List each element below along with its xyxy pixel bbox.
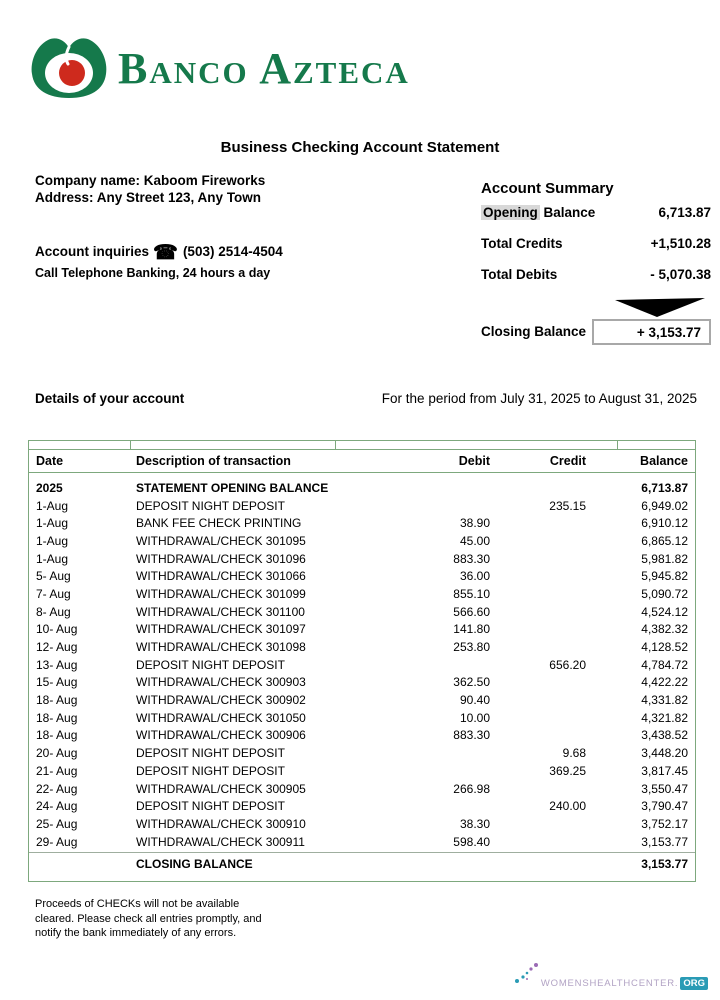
table-row bbox=[29, 744, 695, 762]
header-balance: Balance bbox=[640, 454, 688, 468]
footer-line: cleared. Please check all entries promptly, and bbox=[35, 912, 262, 925]
cell-balance: 3,752.17 bbox=[641, 816, 688, 831]
cell-date: 18- Aug bbox=[36, 728, 78, 743]
telephone-banking-note: Call Telephone Banking, 24 hours a day bbox=[35, 266, 271, 280]
opening-balance-label: Opening Balance bbox=[483, 205, 596, 220]
cell-balance: 3,790.47 bbox=[641, 799, 688, 814]
cell-description: DEPOSIT NIGHT DEPOSIT bbox=[136, 799, 285, 814]
cell-balance: 5,090.72 bbox=[641, 586, 688, 601]
total-credits-label: Total Credits bbox=[481, 236, 563, 251]
cell-date: 7- Aug bbox=[36, 586, 71, 601]
cell-debit: 141.80 bbox=[453, 622, 490, 637]
watermark-text: WOMENSHEALTHCENTER. bbox=[540, 978, 679, 989]
cell-debit: 38.90 bbox=[459, 516, 490, 531]
cell-credit: 235.15 bbox=[549, 498, 586, 513]
cell-description: WITHDRAWAL/CHECK 300903 bbox=[136, 675, 306, 690]
total-debits-value: - 5,070.38 bbox=[650, 267, 711, 282]
column-divider bbox=[617, 441, 618, 449]
bank-name: Banco Azteca bbox=[118, 44, 410, 93]
cell-credit: 9.68 bbox=[562, 746, 586, 761]
dots-swoosh-icon bbox=[514, 961, 540, 990]
cell-description: WITHDRAWAL/CHECK 301050 bbox=[136, 710, 306, 725]
cell-balance: 4,524.12 bbox=[641, 604, 688, 619]
table-row bbox=[29, 603, 695, 621]
table-row bbox=[29, 815, 695, 833]
summary-row-debits bbox=[481, 267, 711, 282]
cell-credit: 656.20 bbox=[549, 657, 586, 672]
cell-date: 1-Aug bbox=[36, 551, 69, 566]
cell-description: WITHDRAWAL/CHECK 301097 bbox=[136, 622, 306, 637]
cell-description: CLOSING BALANCE bbox=[136, 857, 253, 872]
cell-balance: 4,784.72 bbox=[641, 657, 688, 672]
cell-description: BANK FEE CHECK PRINTING bbox=[136, 516, 302, 531]
cell-balance: 4,422.22 bbox=[641, 675, 688, 690]
cell-debit: 45.00 bbox=[459, 533, 490, 548]
cell-description: WITHDRAWAL/CHECK 301099 bbox=[136, 586, 306, 601]
cell-date: 12- Aug bbox=[36, 640, 78, 655]
cell-balance: 3,153.77 bbox=[641, 834, 688, 849]
cell-description: DEPOSIT NIGHT DEPOSIT bbox=[136, 498, 285, 513]
cell-description: WITHDRAWAL/CHECK 300905 bbox=[136, 781, 306, 796]
cell-debit: 253.80 bbox=[453, 640, 490, 655]
cell-balance: 6,713.87 bbox=[641, 480, 688, 495]
cell-balance: 5,981.82 bbox=[641, 551, 688, 566]
cell-description: WITHDRAWAL/CHECK 301098 bbox=[136, 640, 306, 655]
cell-description: WITHDRAWAL/CHECK 301096 bbox=[136, 551, 306, 566]
cell-debit: 855.10 bbox=[453, 586, 490, 601]
cell-debit: 883.30 bbox=[453, 728, 490, 743]
table-row bbox=[29, 691, 695, 709]
cell-date: 24- Aug bbox=[36, 799, 78, 814]
cell-balance: 3,438.52 bbox=[641, 728, 688, 743]
footer-line: Proceeds of CHECKs will not be available bbox=[35, 898, 240, 910]
table-row bbox=[29, 550, 695, 568]
closing-balance-box bbox=[592, 319, 711, 345]
table-row bbox=[29, 567, 695, 585]
cell-description: DEPOSIT NIGHT DEPOSIT bbox=[136, 763, 285, 778]
table-row bbox=[29, 797, 695, 815]
table-row bbox=[29, 621, 695, 639]
watermark-org-badge: ORG bbox=[680, 977, 708, 990]
opening-highlight: Opening bbox=[483, 205, 538, 220]
table-row bbox=[29, 762, 695, 780]
table-row bbox=[29, 674, 695, 692]
cell-date: 10- Aug bbox=[36, 622, 78, 637]
cell-description: DEPOSIT NIGHT DEPOSIT bbox=[136, 746, 285, 761]
total-debits-label: Total Debits bbox=[481, 267, 558, 282]
summary-row-credits bbox=[481, 236, 711, 251]
total-credits-value: +1,510.28 bbox=[650, 236, 711, 251]
cell-balance: 6,949.02 bbox=[641, 498, 688, 513]
table-row bbox=[29, 780, 695, 798]
header-description: Description of transaction bbox=[136, 454, 291, 468]
cell-debit: 598.40 bbox=[453, 834, 490, 849]
table-row bbox=[29, 479, 695, 497]
table-top-strip bbox=[29, 441, 695, 450]
cell-debit: 38.30 bbox=[459, 816, 490, 831]
phone-number: (503) 2514-4504 bbox=[182, 244, 283, 259]
telephone-icon: ☎ bbox=[153, 242, 178, 264]
cell-description: WITHDRAWAL/CHECK 300902 bbox=[136, 693, 306, 708]
cell-date: 20- Aug bbox=[36, 746, 78, 761]
cell-debit: 36.00 bbox=[459, 569, 490, 584]
summary-row-opening bbox=[481, 205, 711, 220]
cell-date: 29- Aug bbox=[36, 834, 78, 849]
cell-date: 18- Aug bbox=[36, 710, 78, 725]
header-credit: Credit bbox=[549, 454, 586, 468]
table-row bbox=[29, 497, 695, 515]
closing-balance-label: Closing Balance bbox=[481, 324, 587, 339]
cell-debit: 10.00 bbox=[459, 710, 490, 725]
cell-debit: 90.40 bbox=[459, 693, 490, 708]
table-row bbox=[29, 855, 695, 873]
company-name-line: Company name: Kaboom Fireworks bbox=[35, 173, 266, 188]
table-header-row bbox=[29, 450, 695, 473]
cell-date: 8- Aug bbox=[36, 604, 71, 619]
bank-logo bbox=[30, 36, 410, 100]
cell-balance: 3,550.47 bbox=[641, 781, 688, 796]
cell-balance: 3,817.45 bbox=[641, 763, 688, 778]
header-debit: Debit bbox=[458, 454, 490, 468]
company-info bbox=[35, 172, 265, 206]
cell-balance: 5,945.82 bbox=[641, 569, 688, 584]
table-row bbox=[29, 656, 695, 674]
table-row bbox=[29, 709, 695, 727]
cell-description: WITHDRAWAL/CHECK 301095 bbox=[136, 533, 306, 548]
details-heading: Details of your account bbox=[35, 391, 185, 406]
cell-debit: 883.30 bbox=[453, 551, 490, 566]
cell-description: WITHDRAWAL/CHECK 300911 bbox=[136, 834, 305, 849]
cell-date: 13- Aug bbox=[36, 657, 78, 672]
column-divider bbox=[130, 441, 131, 449]
cell-date: 21- Aug bbox=[36, 763, 78, 778]
cell-description: WITHDRAWAL/CHECK 301100 bbox=[136, 604, 305, 619]
transactions-table bbox=[28, 440, 696, 882]
cell-debit: 266.98 bbox=[453, 781, 490, 796]
cell-balance: 6,910.12 bbox=[641, 516, 688, 531]
cell-date: 25- Aug bbox=[36, 816, 78, 831]
header-date: Date bbox=[36, 454, 64, 468]
cell-description: WITHDRAWAL/CHECK 301066 bbox=[136, 569, 306, 584]
footer-note bbox=[35, 897, 262, 941]
table-body bbox=[29, 473, 695, 881]
cell-description: WITHDRAWAL/CHECK 300906 bbox=[136, 728, 306, 743]
table-row bbox=[29, 727, 695, 745]
cell-balance: 6,865.12 bbox=[641, 533, 688, 548]
cell-date: 1-Aug bbox=[36, 533, 69, 548]
account-inquiries-label: Account inquiries bbox=[35, 244, 150, 259]
cell-balance: 4,331.82 bbox=[641, 693, 688, 708]
table-row bbox=[29, 585, 695, 603]
cell-balance: 3,448.20 bbox=[641, 746, 688, 761]
closing-balance-rule bbox=[29, 852, 695, 853]
cell-balance: 3,153.77 bbox=[641, 857, 688, 872]
cell-date: 1-Aug bbox=[36, 516, 69, 531]
cell-debit: 362.50 bbox=[453, 675, 490, 690]
cell-description: STATEMENT OPENING BALANCE bbox=[136, 480, 329, 495]
opening-balance-value: 6,713.87 bbox=[658, 205, 711, 220]
cell-debit: 566.60 bbox=[453, 604, 490, 619]
cell-date: 5- Aug bbox=[36, 569, 71, 584]
column-divider bbox=[335, 441, 336, 449]
closing-balance-value: + 3,153.77 bbox=[636, 324, 701, 340]
table-row bbox=[29, 833, 695, 851]
cell-date: 22- Aug bbox=[36, 781, 78, 796]
cell-credit: 240.00 bbox=[549, 799, 586, 814]
cell-balance: 4,128.52 bbox=[641, 640, 688, 655]
statement-title: Business Checking Account Statement bbox=[220, 139, 500, 156]
account-summary-heading: Account Summary bbox=[481, 180, 614, 197]
cell-date: 1-Aug bbox=[36, 498, 69, 513]
table-row bbox=[29, 514, 695, 532]
cell-balance: 4,321.82 bbox=[641, 710, 688, 725]
cell-date: 18- Aug bbox=[36, 693, 78, 708]
account-inquiries bbox=[35, 240, 283, 265]
company-address-line: Address: Any Street 123, Any Town bbox=[35, 190, 262, 205]
footer-line: notify the bank immediately of any errors. bbox=[35, 927, 237, 939]
cell-date: 2025 bbox=[36, 480, 63, 495]
cell-balance: 4,382.32 bbox=[641, 622, 688, 637]
cell-description: WITHDRAWAL/CHECK 300910 bbox=[136, 816, 306, 831]
cell-credit: 369.25 bbox=[549, 763, 586, 778]
cell-date: 15- Aug bbox=[36, 675, 78, 690]
table-row bbox=[29, 638, 695, 656]
cell-description: DEPOSIT NIGHT DEPOSIT bbox=[136, 657, 285, 672]
statement-period: For the period from July 31, 2025 to August 31, 2025 bbox=[381, 391, 697, 406]
watermark bbox=[514, 961, 708, 990]
banco-azteca-bird-icon bbox=[30, 36, 108, 100]
table-row bbox=[29, 532, 695, 550]
